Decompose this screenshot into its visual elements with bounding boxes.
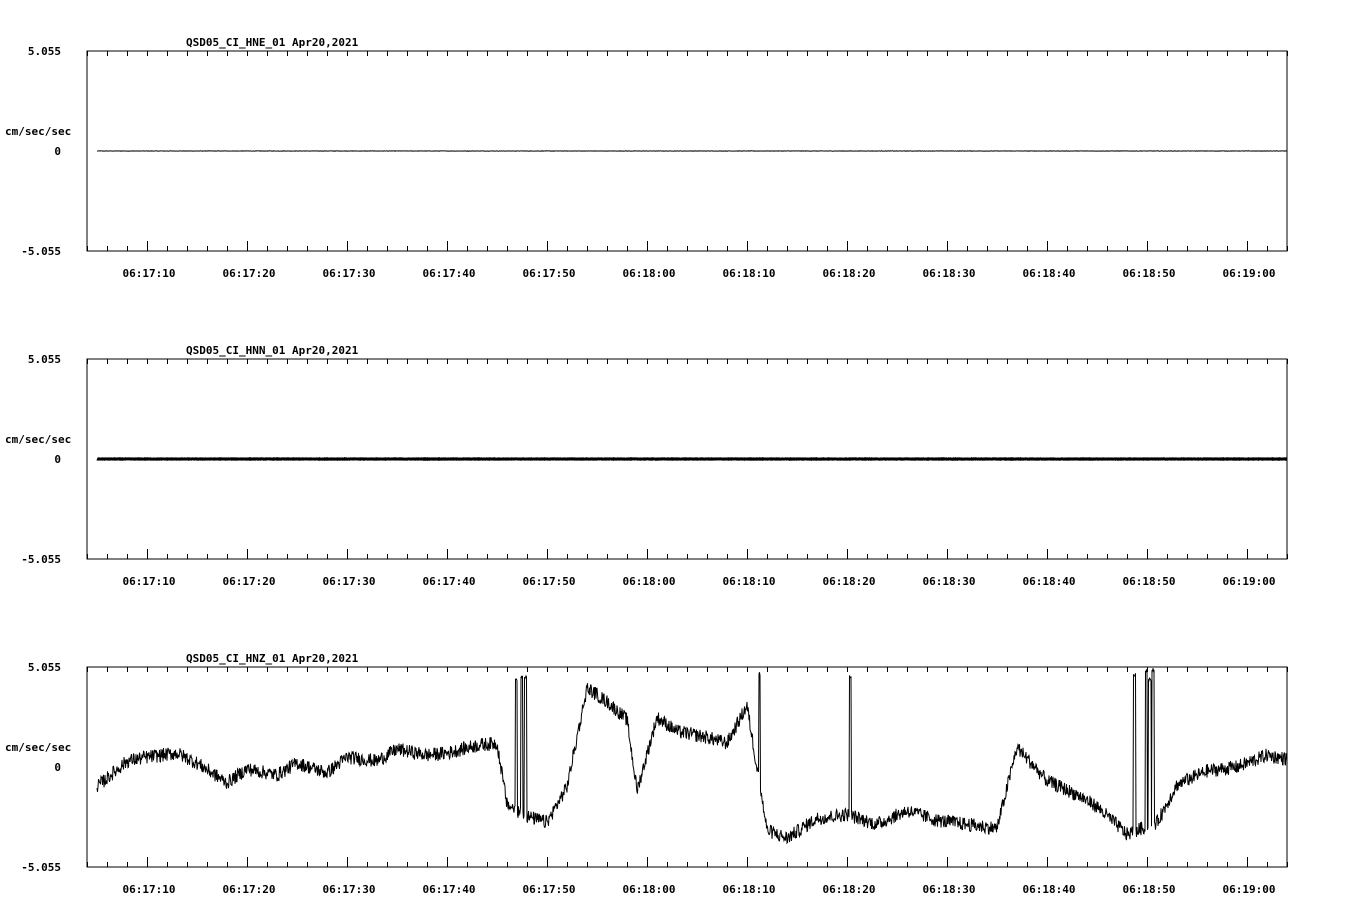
y-tick-label: 5.055 xyxy=(27,45,61,58)
x-tick-label: 06:18:40 xyxy=(1022,883,1076,896)
panel-title: QSD05_CI_HNN_01 Apr20,2021 xyxy=(186,344,359,357)
x-tick-label: 06:17:10 xyxy=(122,267,176,280)
x-tick-label: 06:18:20 xyxy=(822,267,876,280)
x-tick-label: 06:18:50 xyxy=(1122,267,1176,280)
x-tick-label: 06:17:40 xyxy=(422,267,476,280)
y-axis-label: cm/sec/sec xyxy=(5,433,72,446)
y-tick-label: 0 xyxy=(54,453,61,466)
plot-frame xyxy=(87,667,1287,867)
panel-title: QSD05_CI_HNE_01 Apr20,2021 xyxy=(186,36,359,49)
x-tick-label: 06:18:20 xyxy=(822,883,876,896)
x-tick-label: 06:19:00 xyxy=(1222,575,1276,588)
panel-1 xyxy=(5,36,1288,280)
y-tick-label: 5.055 xyxy=(27,353,61,366)
x-tick-label: 06:18:30 xyxy=(922,267,976,280)
x-tick-label: 06:17:30 xyxy=(322,267,376,280)
x-tick-label: 06:17:30 xyxy=(322,883,376,896)
x-tick-label: 06:18:10 xyxy=(722,267,776,280)
y-tick-label: 5.055 xyxy=(27,661,61,674)
x-tick-label: 06:17:20 xyxy=(222,575,276,588)
x-tick-label: 06:19:00 xyxy=(1222,267,1276,280)
x-tick-label: 06:17:40 xyxy=(422,883,476,896)
y-axis-label: cm/sec/sec xyxy=(5,741,72,754)
x-tick-label: 06:18:50 xyxy=(1122,575,1176,588)
x-tick-label: 06:18:10 xyxy=(722,575,776,588)
x-tick-label: 06:18:00 xyxy=(622,267,676,280)
x-tick-label: 06:18:20 xyxy=(822,575,876,588)
x-tick-label: 06:18:30 xyxy=(922,883,976,896)
x-tick-label: 06:18:00 xyxy=(622,883,676,896)
y-tick-label: 0 xyxy=(54,145,61,158)
x-tick-label: 06:18:40 xyxy=(1022,267,1076,280)
x-tick-label: 06:18:00 xyxy=(622,575,676,588)
x-tick-label: 06:17:50 xyxy=(522,267,576,280)
y-tick-label: -5.055 xyxy=(21,245,61,258)
x-tick-label: 06:18:10 xyxy=(722,883,776,896)
series-line xyxy=(97,668,1287,843)
x-tick-label: 06:17:10 xyxy=(122,575,176,588)
y-axis-label: cm/sec/sec xyxy=(5,125,72,138)
x-tick-label: 06:18:50 xyxy=(1122,883,1176,896)
x-tick-label: 06:17:50 xyxy=(522,883,576,896)
x-tick-label: 06:18:40 xyxy=(1022,575,1076,588)
x-tick-label: 06:17:20 xyxy=(222,267,276,280)
y-tick-label: 0 xyxy=(54,761,61,774)
panel-2 xyxy=(5,344,1288,588)
x-tick-label: 06:17:10 xyxy=(122,883,176,896)
x-tick-label: 06:17:40 xyxy=(422,575,476,588)
panel-title: QSD05_CI_HNZ_01 Apr20,2021 xyxy=(186,652,359,665)
x-tick-label: 06:17:20 xyxy=(222,883,276,896)
x-tick-label: 06:19:00 xyxy=(1222,883,1276,896)
x-tick-label: 06:18:30 xyxy=(922,575,976,588)
panel-3 xyxy=(5,652,1288,896)
x-tick-label: 06:17:30 xyxy=(322,575,376,588)
x-tick-label: 06:17:50 xyxy=(522,575,576,588)
y-tick-label: -5.055 xyxy=(21,553,61,566)
y-tick-label: -5.055 xyxy=(21,861,61,874)
